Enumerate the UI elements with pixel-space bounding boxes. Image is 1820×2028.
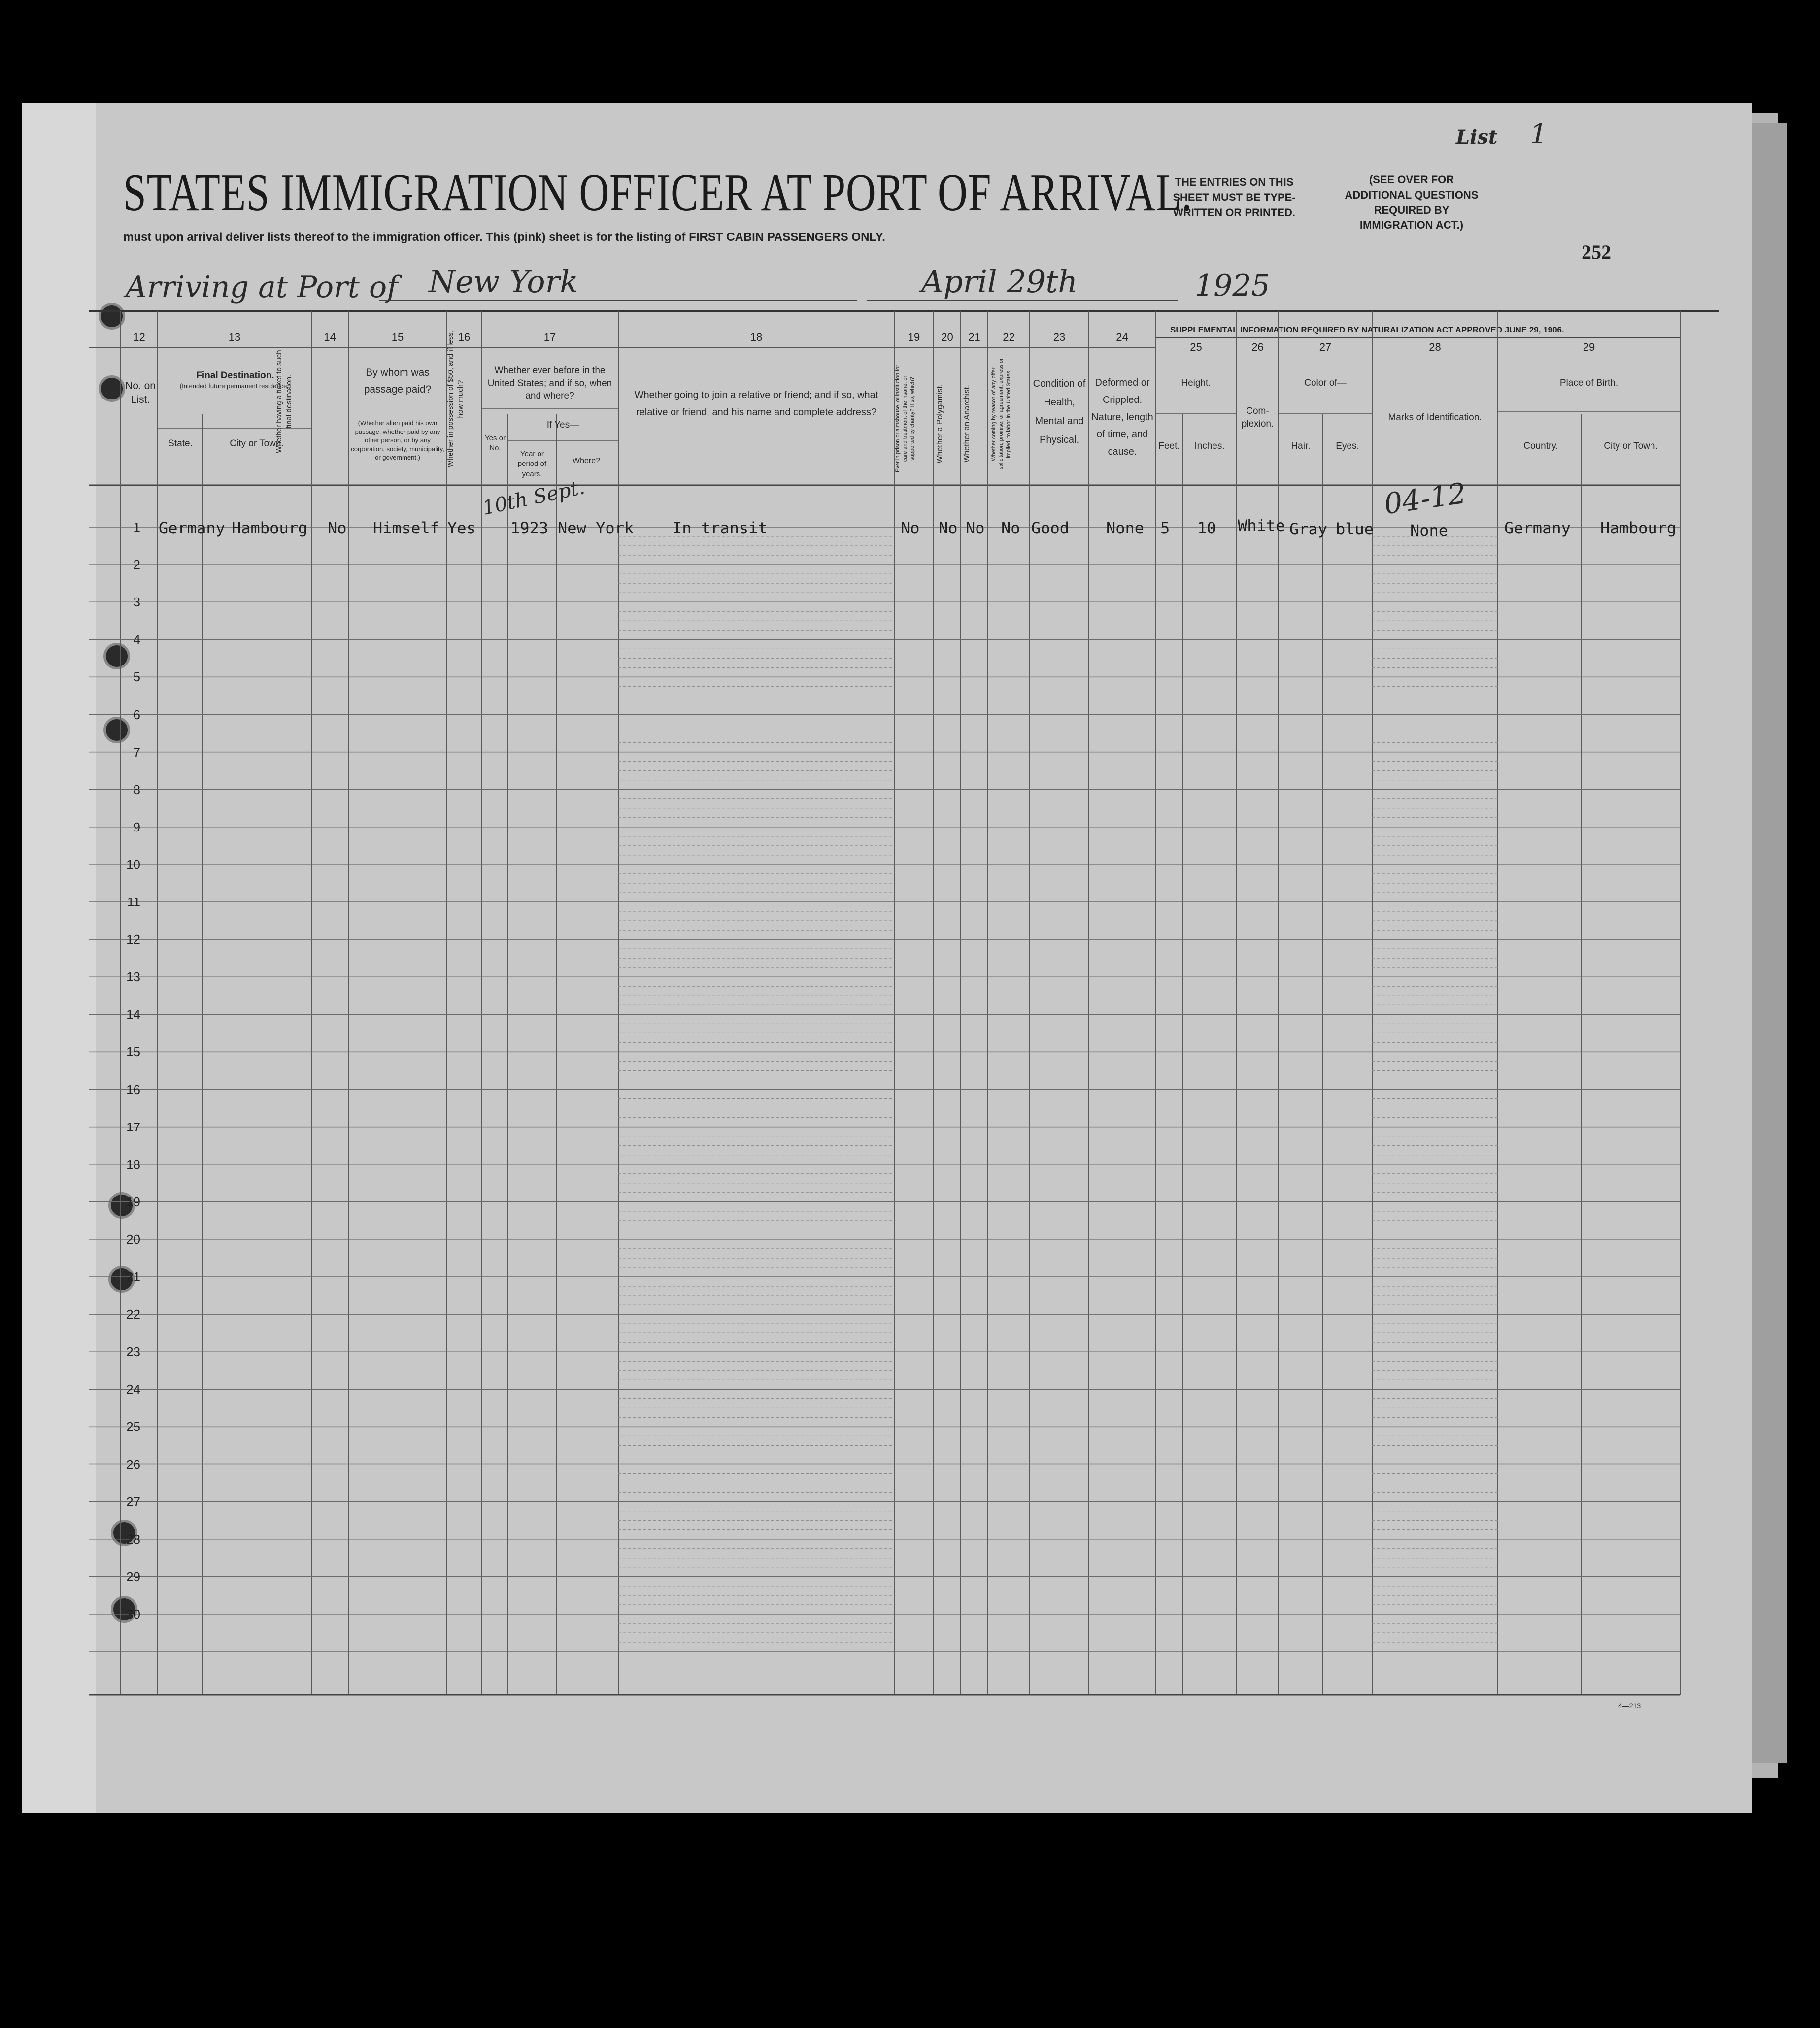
col-num: 13 [228, 331, 241, 343]
row-number: 7 [133, 744, 140, 760]
port-value: New York [429, 264, 578, 299]
entry-birth-country: Germany [1504, 519, 1571, 537]
col-num: 24 [1116, 331, 1128, 343]
header-final-destination-note: (Intended future permanent residence.) [179, 382, 291, 390]
entry-city: Hambourg [232, 519, 308, 537]
form-code: 4—213 [1618, 1702, 1641, 1710]
header-contract-labor: Whether coming by reason of any offer, solicitation, promise, or agreement, express or implied, to labor in the United States. [991, 358, 1011, 469]
entry-ticket: No [328, 519, 347, 537]
row-number: 14 [126, 1007, 140, 1022]
header-no-on-list: No. on List. [125, 380, 156, 406]
col-num: 25 [1190, 341, 1202, 353]
row-number: 20 [126, 1231, 140, 1247]
row-number: 24 [126, 1382, 140, 1397]
header-yes-no: Yes or No. [485, 434, 506, 453]
header-before-in-us: Whether ever before in the United States; and if so, when and where? [487, 366, 612, 401]
header-height: Height. [1181, 378, 1211, 388]
entry-eyes: blue [1336, 520, 1374, 538]
col-num: 22 [1003, 331, 1015, 343]
header-polygamist: Whether a Polygamist. [936, 384, 944, 464]
entry-polygamist: No [939, 519, 958, 537]
row-number: 17 [126, 1119, 140, 1134]
entry-before-year: 1923 [510, 519, 549, 537]
row-number: 15 [126, 1044, 140, 1060]
header-marks: Marks of Identification. [1388, 412, 1482, 423]
col-num: 19 [908, 331, 920, 343]
entry-prison: No [901, 519, 920, 537]
date-value: April 29th [921, 264, 1078, 299]
header-where: Where? [572, 457, 601, 465]
header-deformed: Deformed or Crippled. Nature, length of time, and cause. [1091, 377, 1153, 457]
see-over-notice: (SEE OVER FOR ADDITIONAL QUESTIONS REQUIRED BY IMMIGRATION ACT.) [1345, 173, 1479, 232]
entry-feet: 5 [1160, 519, 1170, 537]
header-inches: Inches. [1194, 441, 1225, 451]
col-num: 29 [1583, 341, 1595, 353]
row-number: 29 [126, 1569, 140, 1584]
entry-before-where: New York [558, 519, 634, 537]
header-health: Condition of Health, Mental and Physical. [1033, 378, 1086, 445]
header-ticket: Whether having a ticket to such final destination. [275, 350, 294, 453]
supplemental-heading: SUPPLEMENTAL INFORMATION REQUIRED BY NATURALIZATION ACT APPROVED JUNE 29, 1906. [1170, 325, 1564, 334]
row-number: 5 [133, 669, 140, 685]
row-number: 25 [126, 1419, 140, 1434]
col-num: 17 [543, 331, 556, 343]
row-number: 21 [126, 1269, 140, 1284]
header-state: State. [168, 438, 193, 449]
year-value: 1925 [1195, 268, 1270, 303]
row-number: 23 [126, 1344, 140, 1360]
entry-health: Good [1031, 519, 1070, 537]
header-if-yes: If Yes— [546, 420, 579, 430]
entry-deformed: None [1106, 519, 1145, 537]
entry-state: Germany [159, 519, 225, 537]
row-number: 1 [133, 520, 140, 534]
typewritten-notice: THE ENTRIES ON THIS SHEET MUST BE TYPE- WRITTEN OR PRINTED. [1173, 176, 1296, 219]
row-number: 18 [126, 1157, 140, 1172]
col-num: 18 [750, 331, 763, 343]
entry-anarchist: No [966, 519, 985, 537]
entry-birth-city: Hambourg [1600, 519, 1677, 537]
col-num: 16 [458, 331, 471, 343]
row-number: 2 [133, 557, 140, 572]
header-city: City or Town. [230, 438, 284, 449]
row-number: 3 [133, 595, 140, 610]
entry-fifty-dollars: Yes [447, 519, 476, 537]
arriving-label: Arriving at Port of [126, 270, 398, 304]
entry-complexion: White [1238, 516, 1285, 535]
page-title: STATES IMMIGRATION OFFICER AT PORT OF ARRIVAL. [123, 164, 1193, 222]
row-number: 8 [133, 782, 140, 797]
header-hair: Hair. [1291, 441, 1311, 451]
col-num: 20 [941, 331, 953, 343]
entry-paid-by: Himself [373, 519, 439, 537]
row-number: 11 [127, 895, 140, 909]
entry-marks: None [1410, 521, 1449, 540]
row-number: 10 [126, 857, 140, 872]
col-num: 28 [1429, 341, 1441, 353]
header-year: Year or period of years. [517, 450, 547, 478]
col-num: 27 [1319, 341, 1332, 353]
list-label: List [1456, 126, 1498, 149]
header-color-of: Color of— [1304, 378, 1347, 388]
header-passage-paid: By whom was passage paid? [364, 367, 432, 395]
header-place-of-birth: Place of Birth. [1559, 378, 1618, 388]
row-number: 12 [126, 932, 140, 947]
header-prison: Ever in prison or almshouse, or institution for care and treatment of the insane, or supported by charity? If so, which? [895, 365, 915, 472]
entry-hair: Gray [1289, 520, 1328, 538]
header-passage-paid-note: (Whether alien paid his own passage, whether paid by any other person, or by any corporation, society, municipality, or government.) [351, 419, 444, 462]
row-number: 13 [126, 969, 140, 985]
header-final-destination: Final Destination. [196, 370, 274, 381]
row-number: 26 [126, 1457, 140, 1472]
header-fifty-dollars: Whether in possession of $50, and if less, how much? [446, 331, 465, 467]
row-number: 22 [126, 1307, 140, 1322]
row-number: 28 [126, 1531, 140, 1547]
row-number: 19 [126, 1194, 140, 1209]
header-feet: Feet. [1158, 441, 1180, 451]
header-joining: Whether going to join a relative or friend; and if so, what relative or friend, and his name and complete address? [634, 390, 878, 418]
header-anarchist: Whether an Anarchist. [963, 385, 971, 463]
entry-contract: No [1001, 519, 1020, 537]
row-number: 4 [133, 632, 140, 647]
row-number: 30 [126, 1606, 140, 1622]
page-number: 252 [1582, 241, 1611, 263]
instruction-line: must upon arrival deliver lists thereof to the immigration officer. This (pink) sheet is for the listing of FIRST CABIN PASSENGERS ONLY. [123, 231, 885, 244]
row-number: 6 [133, 707, 140, 722]
header-country: Country. [1523, 441, 1558, 451]
col-num: 14 [324, 331, 336, 343]
list-number: 1 [1530, 118, 1548, 150]
entry-before-annotation: 10th Sept. [480, 476, 587, 520]
col-num: 26 [1251, 341, 1264, 353]
row-number: 27 [126, 1494, 140, 1509]
entry-joining: In transit [673, 519, 768, 537]
row-number: 16 [126, 1082, 140, 1097]
entry-marks-annotation: 04-12 [1382, 476, 1469, 521]
header-complexion: Com- plexion. [1241, 406, 1274, 429]
header-eyes: Eyes. [1336, 441, 1359, 451]
header-birth-city: City or Town. [1604, 441, 1658, 451]
col-num: 23 [1053, 331, 1066, 343]
col-num: 15 [391, 331, 404, 343]
entry-inches: 10 [1197, 519, 1216, 537]
row-number: 9 [133, 819, 140, 834]
col-num: 12 [133, 331, 145, 343]
col-num: 21 [968, 331, 980, 343]
